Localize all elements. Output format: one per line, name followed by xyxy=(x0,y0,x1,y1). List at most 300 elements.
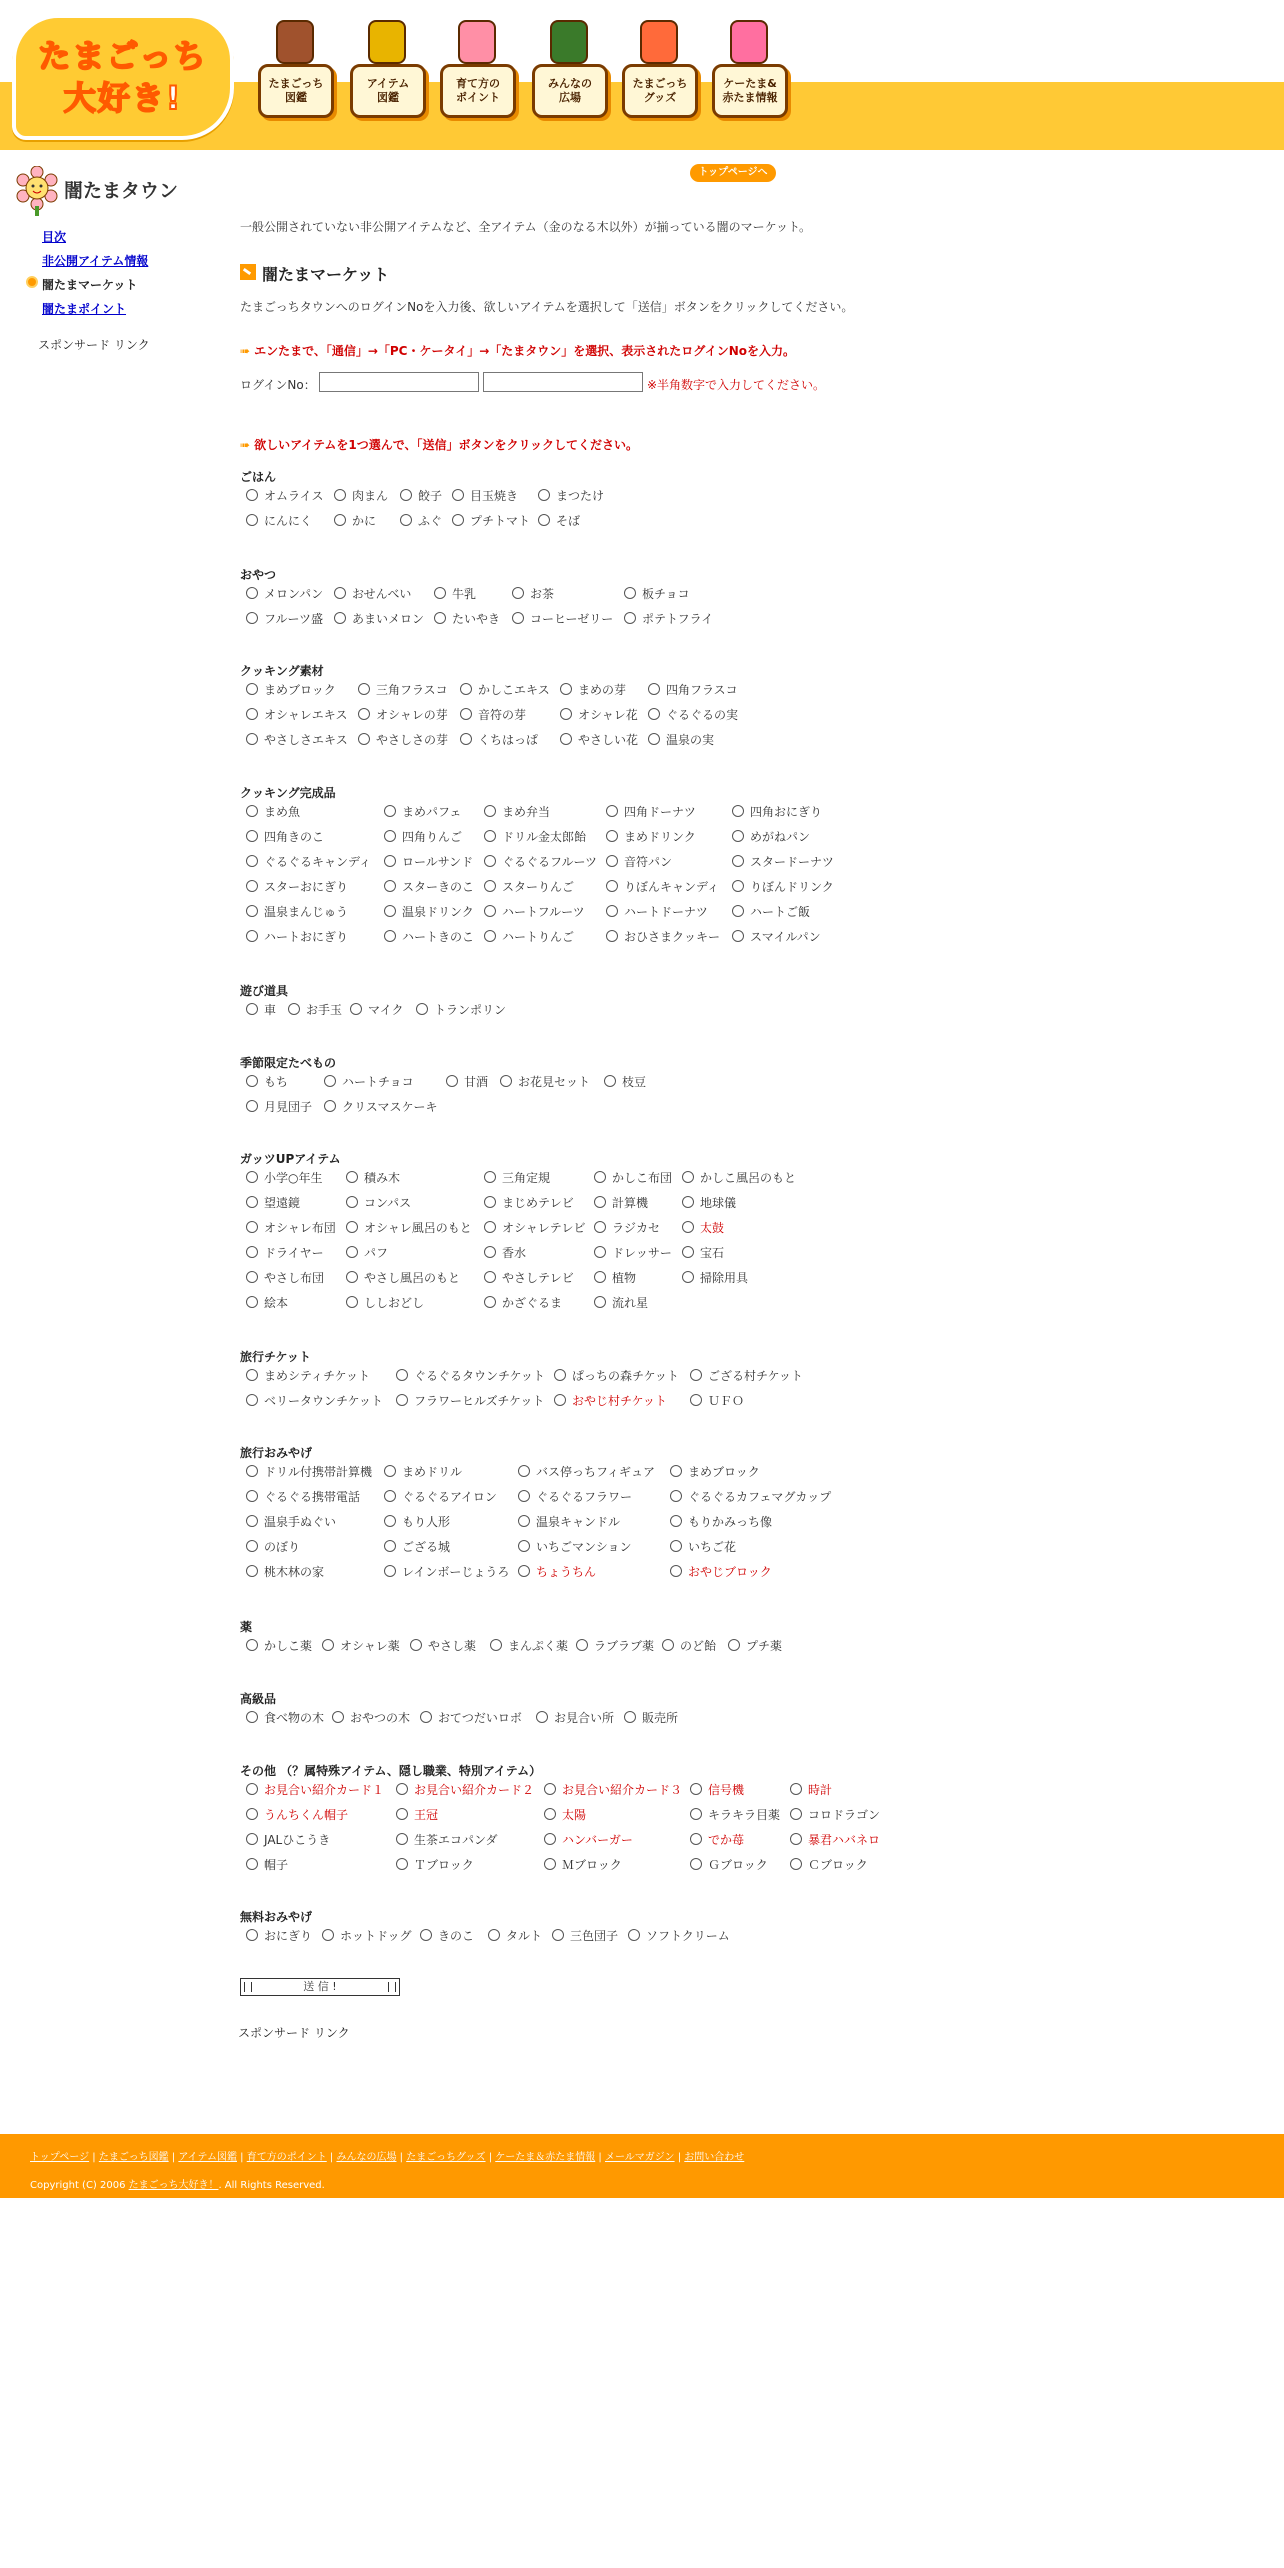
radio-button-icon[interactable] xyxy=(434,587,446,599)
item-radio-option[interactable] xyxy=(690,1393,744,1409)
item-radio-option[interactable] xyxy=(324,1074,414,1090)
item-radio-option[interactable] xyxy=(518,1514,620,1530)
radio-button-icon[interactable] xyxy=(662,1639,674,1651)
radio-button-icon[interactable] xyxy=(384,1515,396,1527)
footer-link[interactable]: トップページ xyxy=(30,2152,90,2163)
item-radio-option[interactable] xyxy=(484,1170,550,1186)
radio-button-icon[interactable] xyxy=(246,708,258,720)
radio-button-icon[interactable] xyxy=(246,1369,258,1381)
item-radio-option[interactable] xyxy=(670,1564,772,1580)
radio-button-icon[interactable] xyxy=(790,1783,802,1795)
radio-button-icon[interactable] xyxy=(604,1075,616,1087)
radio-button-icon[interactable] xyxy=(246,1394,258,1406)
item-radio-option[interactable] xyxy=(518,1539,631,1555)
item-radio-option[interactable] xyxy=(490,1638,568,1654)
radio-button-icon[interactable] xyxy=(544,1833,556,1845)
item-radio-option[interactable] xyxy=(518,1564,596,1580)
radio-button-icon[interactable] xyxy=(384,930,396,942)
item-radio-option[interactable] xyxy=(606,879,719,895)
item-radio-option[interactable] xyxy=(732,854,834,870)
item-radio-option[interactable] xyxy=(384,929,474,945)
item-radio-option[interactable] xyxy=(460,707,526,723)
radio-button-icon[interactable] xyxy=(346,1221,358,1233)
radio-button-icon[interactable] xyxy=(246,1465,258,1477)
item-radio-option[interactable] xyxy=(246,1393,383,1409)
nav-item-zukan-button[interactable] xyxy=(350,64,426,118)
item-radio-option[interactable] xyxy=(460,682,550,698)
radio-button-icon[interactable] xyxy=(648,733,660,745)
item-radio-option[interactable] xyxy=(246,1220,336,1236)
item-radio-option[interactable] xyxy=(484,1295,562,1311)
item-radio-option[interactable] xyxy=(790,1857,868,1873)
item-radio-option[interactable] xyxy=(690,1857,768,1873)
radio-button-icon[interactable] xyxy=(246,1929,258,1941)
item-radio-option[interactable] xyxy=(384,804,461,820)
item-radio-option[interactable] xyxy=(246,854,371,870)
item-radio-option[interactable] xyxy=(246,904,348,920)
radio-button-icon[interactable] xyxy=(554,1369,566,1381)
item-radio-option[interactable] xyxy=(606,904,708,920)
radio-button-icon[interactable] xyxy=(384,1540,396,1552)
radio-button-icon[interactable] xyxy=(384,1565,396,1577)
item-radio-option[interactable] xyxy=(670,1539,736,1555)
radio-button-icon[interactable] xyxy=(560,708,572,720)
item-radio-option[interactable] xyxy=(396,1832,498,1848)
radio-button-icon[interactable] xyxy=(682,1246,694,1258)
radio-button-icon[interactable] xyxy=(246,1808,258,1820)
item-radio-option[interactable] xyxy=(246,929,348,945)
radio-button-icon[interactable] xyxy=(452,489,464,501)
item-radio-option[interactable] xyxy=(594,1220,660,1236)
radio-button-icon[interactable] xyxy=(682,1221,694,1233)
item-radio-option[interactable] xyxy=(350,1002,404,1018)
radio-button-icon[interactable] xyxy=(246,1639,258,1651)
radio-button-icon[interactable] xyxy=(560,683,572,695)
item-radio-option[interactable] xyxy=(396,1857,474,1873)
item-radio-option[interactable] xyxy=(560,707,638,723)
radio-button-icon[interactable] xyxy=(484,1246,496,1258)
item-radio-option[interactable] xyxy=(288,1002,342,1018)
radio-button-icon[interactable] xyxy=(460,708,472,720)
item-radio-option[interactable] xyxy=(324,1099,438,1115)
sidebar-item-market[interactable]: 闇たまマーケット xyxy=(42,278,138,292)
item-radio-option[interactable] xyxy=(246,682,336,698)
item-radio-option[interactable] xyxy=(552,1928,618,1944)
radio-button-icon[interactable] xyxy=(606,880,618,892)
item-radio-option[interactable] xyxy=(334,586,411,602)
item-radio-option[interactable] xyxy=(400,488,442,504)
radio-button-icon[interactable] xyxy=(288,1003,300,1015)
radio-button-icon[interactable] xyxy=(246,805,258,817)
nav-ketama-button[interactable] xyxy=(712,64,788,118)
radio-button-icon[interactable] xyxy=(560,733,572,745)
item-radio-option[interactable] xyxy=(384,904,474,920)
radio-button-icon[interactable] xyxy=(576,1639,588,1651)
radio-button-icon[interactable] xyxy=(396,1808,408,1820)
radio-button-icon[interactable] xyxy=(648,708,660,720)
item-radio-option[interactable] xyxy=(246,1074,288,1090)
radio-button-icon[interactable] xyxy=(594,1271,606,1283)
item-radio-option[interactable] xyxy=(732,929,821,945)
item-radio-option[interactable] xyxy=(246,611,323,627)
item-radio-option[interactable] xyxy=(246,1270,324,1286)
item-radio-option[interactable] xyxy=(246,1195,300,1211)
footer-link[interactable]: 育て方のポイント xyxy=(246,2152,327,2163)
radio-button-icon[interactable] xyxy=(484,805,496,817)
item-radio-option[interactable] xyxy=(594,1195,648,1211)
radio-button-icon[interactable] xyxy=(544,1808,556,1820)
radio-button-icon[interactable] xyxy=(690,1833,702,1845)
radio-button-icon[interactable] xyxy=(246,587,258,599)
radio-button-icon[interactable] xyxy=(460,683,472,695)
radio-button-icon[interactable] xyxy=(648,683,660,695)
item-radio-option[interactable] xyxy=(410,1638,476,1654)
nav-points-button[interactable] xyxy=(440,64,516,118)
sidebar-item-points[interactable]: 闇たまポイント xyxy=(42,302,127,316)
site-logo[interactable] xyxy=(12,14,234,140)
radio-button-icon[interactable] xyxy=(322,1929,334,1941)
item-radio-option[interactable] xyxy=(732,829,810,845)
item-radio-option[interactable] xyxy=(500,1074,590,1090)
item-radio-option[interactable] xyxy=(790,1782,832,1798)
item-radio-option[interactable] xyxy=(732,804,822,820)
item-radio-option[interactable] xyxy=(246,1514,336,1530)
item-radio-option[interactable] xyxy=(512,586,554,602)
radio-button-icon[interactable] xyxy=(324,1075,336,1087)
radio-button-icon[interactable] xyxy=(536,1711,548,1723)
item-radio-option[interactable] xyxy=(346,1270,460,1286)
radio-button-icon[interactable] xyxy=(384,830,396,842)
radio-button-icon[interactable] xyxy=(346,1196,358,1208)
item-radio-option[interactable] xyxy=(670,1489,831,1505)
item-radio-option[interactable] xyxy=(384,1464,462,1480)
radio-button-icon[interactable] xyxy=(490,1639,502,1651)
radio-button-icon[interactable] xyxy=(246,1783,258,1795)
radio-button-icon[interactable] xyxy=(606,905,618,917)
radio-button-icon[interactable] xyxy=(484,930,496,942)
item-radio-option[interactable] xyxy=(460,732,538,748)
radio-button-icon[interactable] xyxy=(670,1465,682,1477)
item-radio-option[interactable] xyxy=(648,682,738,698)
item-radio-option[interactable] xyxy=(518,1464,655,1480)
item-radio-option[interactable] xyxy=(396,1393,544,1409)
footer-link[interactable]: お問い合わせ xyxy=(684,2152,745,2163)
item-radio-option[interactable] xyxy=(346,1195,411,1211)
item-radio-option[interactable] xyxy=(246,1295,288,1311)
item-radio-option[interactable] xyxy=(484,1220,586,1236)
item-radio-option[interactable] xyxy=(334,513,376,529)
item-radio-option[interactable] xyxy=(512,611,613,627)
item-radio-option[interactable] xyxy=(732,904,810,920)
radio-button-icon[interactable] xyxy=(484,1196,496,1208)
item-radio-option[interactable] xyxy=(662,1638,716,1654)
radio-button-icon[interactable] xyxy=(484,830,496,842)
radio-button-icon[interactable] xyxy=(246,1100,258,1112)
item-radio-option[interactable] xyxy=(420,1710,522,1726)
radio-button-icon[interactable] xyxy=(334,612,346,624)
radio-button-icon[interactable] xyxy=(518,1465,530,1477)
radio-button-icon[interactable] xyxy=(384,805,396,817)
item-radio-option[interactable] xyxy=(246,1782,384,1798)
radio-button-icon[interactable] xyxy=(484,1296,496,1308)
radio-button-icon[interactable] xyxy=(416,1003,428,1015)
radio-button-icon[interactable] xyxy=(732,830,744,842)
item-radio-option[interactable] xyxy=(790,1807,880,1823)
radio-button-icon[interactable] xyxy=(400,489,412,501)
item-radio-option[interactable] xyxy=(246,707,348,723)
radio-button-icon[interactable] xyxy=(246,1003,258,1015)
radio-button-icon[interactable] xyxy=(410,1639,422,1651)
radio-button-icon[interactable] xyxy=(358,683,370,695)
item-radio-option[interactable] xyxy=(384,1539,450,1555)
item-radio-option[interactable] xyxy=(606,804,696,820)
radio-button-icon[interactable] xyxy=(518,1565,530,1577)
item-radio-option[interactable] xyxy=(246,1857,288,1873)
radio-button-icon[interactable] xyxy=(624,587,636,599)
radio-button-icon[interactable] xyxy=(446,1075,458,1087)
item-radio-option[interactable] xyxy=(544,1782,682,1798)
radio-button-icon[interactable] xyxy=(512,587,524,599)
radio-button-icon[interactable] xyxy=(670,1540,682,1552)
footer-link[interactable]: たまごっちグッズ xyxy=(406,2152,486,2163)
radio-button-icon[interactable] xyxy=(606,830,618,842)
item-radio-option[interactable] xyxy=(624,611,713,627)
item-radio-option[interactable] xyxy=(246,1245,324,1261)
radio-button-icon[interactable] xyxy=(624,612,636,624)
item-radio-option[interactable] xyxy=(484,804,550,820)
item-radio-option[interactable] xyxy=(484,929,574,945)
item-radio-option[interactable] xyxy=(648,707,738,723)
radio-button-icon[interactable] xyxy=(246,905,258,917)
item-radio-option[interactable] xyxy=(246,879,348,895)
radio-button-icon[interactable] xyxy=(358,733,370,745)
item-radio-option[interactable] xyxy=(400,513,442,529)
item-radio-option[interactable] xyxy=(606,829,696,845)
item-radio-option[interactable] xyxy=(434,611,500,627)
radio-button-icon[interactable] xyxy=(384,1465,396,1477)
item-radio-option[interactable] xyxy=(384,1514,450,1530)
radio-button-icon[interactable] xyxy=(346,1171,358,1183)
radio-button-icon[interactable] xyxy=(400,514,412,526)
item-radio-option[interactable] xyxy=(384,1489,497,1505)
radio-button-icon[interactable] xyxy=(246,1515,258,1527)
radio-button-icon[interactable] xyxy=(346,1296,358,1308)
radio-button-icon[interactable] xyxy=(246,514,258,526)
radio-button-icon[interactable] xyxy=(346,1271,358,1283)
item-radio-option[interactable] xyxy=(246,1832,330,1848)
item-radio-option[interactable] xyxy=(594,1295,648,1311)
radio-button-icon[interactable] xyxy=(246,612,258,624)
nav-goods-button[interactable] xyxy=(622,64,698,118)
radio-button-icon[interactable] xyxy=(790,1858,802,1870)
item-radio-option[interactable] xyxy=(790,1832,880,1848)
item-radio-option[interactable] xyxy=(452,513,530,529)
item-radio-option[interactable] xyxy=(682,1170,796,1186)
radio-button-icon[interactable] xyxy=(484,1171,496,1183)
radio-button-icon[interactable] xyxy=(384,880,396,892)
item-radio-option[interactable] xyxy=(690,1807,780,1823)
item-radio-option[interactable] xyxy=(488,1928,542,1944)
item-radio-option[interactable] xyxy=(246,1368,370,1384)
radio-button-icon[interactable] xyxy=(682,1171,694,1183)
item-radio-option[interactable] xyxy=(246,1489,360,1505)
item-radio-option[interactable] xyxy=(538,488,604,504)
radio-button-icon[interactable] xyxy=(484,905,496,917)
item-radio-option[interactable] xyxy=(606,854,672,870)
radio-button-icon[interactable] xyxy=(246,855,258,867)
radio-button-icon[interactable] xyxy=(246,1833,258,1845)
radio-button-icon[interactable] xyxy=(682,1271,694,1283)
item-radio-option[interactable] xyxy=(682,1195,736,1211)
radio-button-icon[interactable] xyxy=(518,1515,530,1527)
item-radio-option[interactable] xyxy=(690,1782,744,1798)
item-radio-option[interactable] xyxy=(246,804,300,820)
radio-button-icon[interactable] xyxy=(434,612,446,624)
item-radio-option[interactable] xyxy=(420,1928,474,1944)
radio-button-icon[interactable] xyxy=(518,1540,530,1552)
item-radio-option[interactable] xyxy=(606,929,720,945)
item-radio-option[interactable] xyxy=(682,1245,724,1261)
item-radio-option[interactable] xyxy=(384,1564,509,1580)
radio-button-icon[interactable] xyxy=(350,1003,362,1015)
radio-button-icon[interactable] xyxy=(384,855,396,867)
footer-link[interactable]: たまごっち図鑑 xyxy=(98,2152,169,2163)
footer-link[interactable]: ケーたま＆赤たま情報 xyxy=(495,2152,596,2163)
item-radio-option[interactable] xyxy=(690,1368,803,1384)
item-radio-option[interactable] xyxy=(246,586,323,602)
radio-button-icon[interactable] xyxy=(554,1394,566,1406)
item-radio-option[interactable] xyxy=(246,1099,312,1115)
radio-button-icon[interactable] xyxy=(420,1711,432,1723)
item-radio-option[interactable] xyxy=(624,1710,678,1726)
radio-button-icon[interactable] xyxy=(332,1711,344,1723)
top-page-button[interactable]: トップページへ xyxy=(690,164,776,182)
radio-button-icon[interactable] xyxy=(246,1171,258,1183)
radio-button-icon[interactable] xyxy=(346,1246,358,1258)
radio-button-icon[interactable] xyxy=(594,1246,606,1258)
item-radio-option[interactable] xyxy=(346,1245,388,1261)
radio-button-icon[interactable] xyxy=(594,1196,606,1208)
item-radio-option[interactable] xyxy=(670,1464,760,1480)
item-radio-option[interactable] xyxy=(576,1638,654,1654)
item-radio-option[interactable] xyxy=(246,732,348,748)
radio-button-icon[interactable] xyxy=(334,489,346,501)
radio-button-icon[interactable] xyxy=(682,1196,694,1208)
radio-button-icon[interactable] xyxy=(358,708,370,720)
item-radio-option[interactable] xyxy=(246,1928,312,1944)
item-radio-option[interactable] xyxy=(396,1807,438,1823)
item-radio-option[interactable] xyxy=(484,1195,574,1211)
item-radio-option[interactable] xyxy=(648,732,714,748)
radio-button-icon[interactable] xyxy=(538,489,550,501)
radio-button-icon[interactable] xyxy=(396,1783,408,1795)
item-radio-option[interactable] xyxy=(246,1002,276,1018)
radio-button-icon[interactable] xyxy=(594,1296,606,1308)
item-radio-option[interactable] xyxy=(332,1710,410,1726)
nav-plaza-button[interactable] xyxy=(532,64,608,118)
radio-button-icon[interactable] xyxy=(544,1858,556,1870)
item-radio-option[interactable] xyxy=(560,732,638,748)
item-radio-option[interactable] xyxy=(246,1638,312,1654)
radio-button-icon[interactable] xyxy=(246,1711,258,1723)
radio-button-icon[interactable] xyxy=(670,1565,682,1577)
radio-button-icon[interactable] xyxy=(420,1929,432,1941)
radio-button-icon[interactable] xyxy=(384,905,396,917)
item-radio-option[interactable] xyxy=(334,611,424,627)
radio-button-icon[interactable] xyxy=(732,805,744,817)
radio-button-icon[interactable] xyxy=(594,1221,606,1233)
radio-button-icon[interactable] xyxy=(518,1490,530,1502)
item-radio-option[interactable] xyxy=(246,1464,372,1480)
item-radio-option[interactable] xyxy=(358,732,448,748)
radio-button-icon[interactable] xyxy=(690,1394,702,1406)
item-radio-option[interactable] xyxy=(384,854,473,870)
radio-button-icon[interactable] xyxy=(246,1540,258,1552)
login-no-input-2[interactable] xyxy=(483,372,643,392)
item-radio-option[interactable] xyxy=(544,1807,586,1823)
item-radio-option[interactable] xyxy=(246,513,312,529)
radio-button-icon[interactable] xyxy=(246,489,258,501)
radio-button-icon[interactable] xyxy=(670,1515,682,1527)
sidebar-item-contents[interactable]: 目次 xyxy=(42,230,67,244)
radio-button-icon[interactable] xyxy=(334,587,346,599)
item-radio-option[interactable] xyxy=(384,829,462,845)
radio-button-icon[interactable] xyxy=(334,514,346,526)
item-radio-option[interactable] xyxy=(246,829,324,845)
item-radio-option[interactable] xyxy=(554,1368,679,1384)
radio-button-icon[interactable] xyxy=(246,1075,258,1087)
item-radio-option[interactable] xyxy=(246,488,324,504)
item-radio-option[interactable] xyxy=(452,488,518,504)
radio-button-icon[interactable] xyxy=(606,855,618,867)
radio-button-icon[interactable] xyxy=(246,1196,258,1208)
radio-button-icon[interactable] xyxy=(728,1639,740,1651)
radio-button-icon[interactable] xyxy=(790,1833,802,1845)
item-radio-option[interactable] xyxy=(396,1782,534,1798)
footer-link[interactable]: みんなの広場 xyxy=(336,2152,397,2163)
radio-button-icon[interactable] xyxy=(452,514,464,526)
item-radio-option[interactable] xyxy=(604,1074,646,1090)
item-radio-option[interactable] xyxy=(246,1710,324,1726)
copyright-site-link[interactable]: たまごっち大好き！ xyxy=(128,2180,219,2191)
radio-button-icon[interactable] xyxy=(552,1929,564,1941)
item-radio-option[interactable] xyxy=(670,1514,772,1530)
radio-button-icon[interactable] xyxy=(484,1271,496,1283)
radio-button-icon[interactable] xyxy=(322,1639,334,1651)
item-radio-option[interactable] xyxy=(544,1832,633,1848)
radio-button-icon[interactable] xyxy=(690,1808,702,1820)
item-radio-option[interactable] xyxy=(484,829,586,845)
nav-zukan-button[interactable] xyxy=(258,64,334,118)
item-radio-option[interactable] xyxy=(246,1807,348,1823)
item-radio-option[interactable] xyxy=(346,1295,424,1311)
item-radio-option[interactable] xyxy=(484,1270,574,1286)
item-radio-option[interactable] xyxy=(690,1832,744,1848)
radio-button-icon[interactable] xyxy=(484,855,496,867)
radio-button-icon[interactable] xyxy=(484,1221,496,1233)
item-radio-option[interactable] xyxy=(544,1857,622,1873)
item-radio-option[interactable] xyxy=(484,854,597,870)
item-radio-option[interactable] xyxy=(434,586,476,602)
item-radio-option[interactable] xyxy=(384,879,474,895)
item-radio-option[interactable] xyxy=(396,1368,545,1384)
item-radio-option[interactable] xyxy=(554,1393,667,1409)
item-radio-option[interactable] xyxy=(334,488,388,504)
radio-button-icon[interactable] xyxy=(396,1833,408,1845)
radio-button-icon[interactable] xyxy=(732,930,744,942)
submit-button[interactable]: 送 信 ! xyxy=(240,1978,400,1996)
item-radio-option[interactable] xyxy=(322,1928,412,1944)
